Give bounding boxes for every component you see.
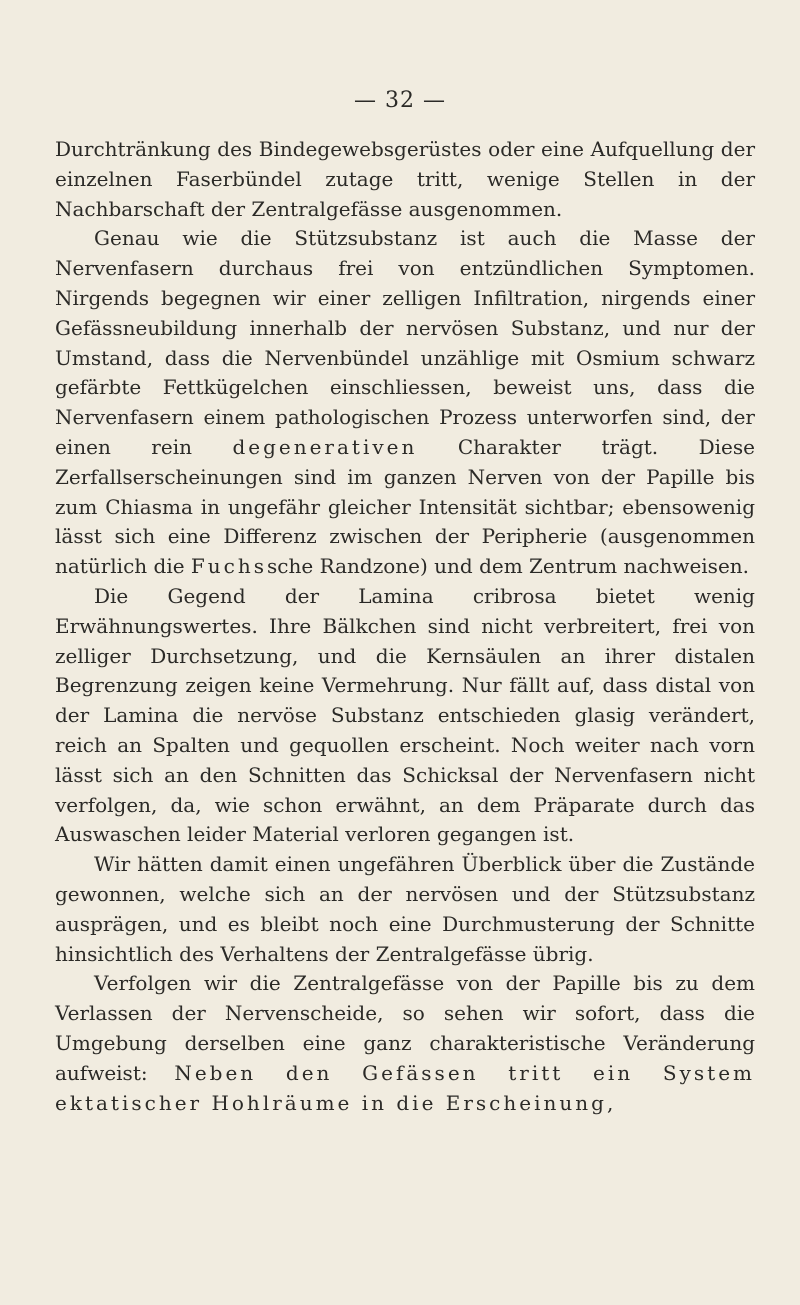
paragraph bbox=[55, 582, 755, 850]
paragraph-text: Genau wie die Stützsubstanz ist auch die Masse der Nervenfasern durchaus frei von entzündlichen Symptomen. Nirgends begegnen wir einer zelligen Infiltration, nirgends einer Gefässneubildung innerhalb der nervösen Substanz, und nur der Umstand, dass die Nervenbündel unzählige mit Osmium schwarz gefärbte Fettkügelchen einschliessen, beweist uns, dass die Nervenfasern einem pathologischen Prozess unterworfen sind, der einen rein bbox=[55, 226, 755, 459]
paragraph-text: Die Gegend der Lamina cribrosa bietet wenig Erwähnungswertes. Ihre Bälkchen sind nicht verbreitert, frei von zelliger Durchsetzung, und die Kernsäulen an ihrer distalen Begrenzung zeigen keine Vermehrung. Nur fällt auf, dass distal von der Lamina die nervöse Substanz entschieden glasig verändert, reich an Spalten und gequollen erscheint. Noch weiter nach vorn lässt sich an den Schnitten das Schicksal der Nervenfasern nicht verfolgen, da, wie schon erwähnt, an dem Präparate durch das Auswaschen leider Material verloren gegangen ist. bbox=[55, 583, 755, 847]
page-number: — 32 — bbox=[354, 88, 446, 113]
paragraph bbox=[55, 850, 755, 969]
paragraph-text: Verfolgen wir die Zentralgefässe von der Papille bis zu dem Verlassen der Nervenscheide, so sehen wir sofort, dass die Umgebung derselben eine ganz charakteristische Veränderung aufweist: bbox=[55, 971, 755, 1085]
author-name: Fuchs bbox=[190, 554, 268, 579]
paragraph-text: Durchtränkung des Bindegewebsgerüstes oder eine Aufquellung der einzelnen Faserbündel zutage tritt, wenige Stellen in der Nachbarschaft der Zentralgefässe ausgenommen. bbox=[55, 137, 755, 221]
paragraph bbox=[55, 224, 755, 582]
body-text bbox=[55, 135, 755, 1118]
emphasized-text: Neben den Gefässen tritt ein System ektatischer Hohlräume in die Erscheinung, bbox=[55, 1060, 755, 1115]
paragraph-text: Charakter trägt. Diese Zerfallserscheinungen sind im ganzen Nerven von der Papille bis zum Chiasma in ungefähr gleicher Intensität sichtbar; ebensowenig lässt sich eine Differenz zwischen der Peripherie (ausgenommen natürlich die bbox=[55, 434, 755, 579]
paragraph-text: sche Randzone) und dem Zentrum nachweisen. bbox=[267, 554, 750, 579]
emphasized-text: degenerativen bbox=[232, 434, 418, 459]
paragraph bbox=[55, 969, 755, 1118]
paragraph bbox=[55, 135, 755, 224]
paragraph-text: Wir hätten damit einen ungefähren Überblick über die Zustände gewonnen, welche sich an der nervösen und der Stützsubstanz ausprägen, und es bleibt noch eine Durchmusterung der Schnitte hinsichtlich des Verhaltens der Zentralgefässe übrig. bbox=[55, 852, 755, 966]
